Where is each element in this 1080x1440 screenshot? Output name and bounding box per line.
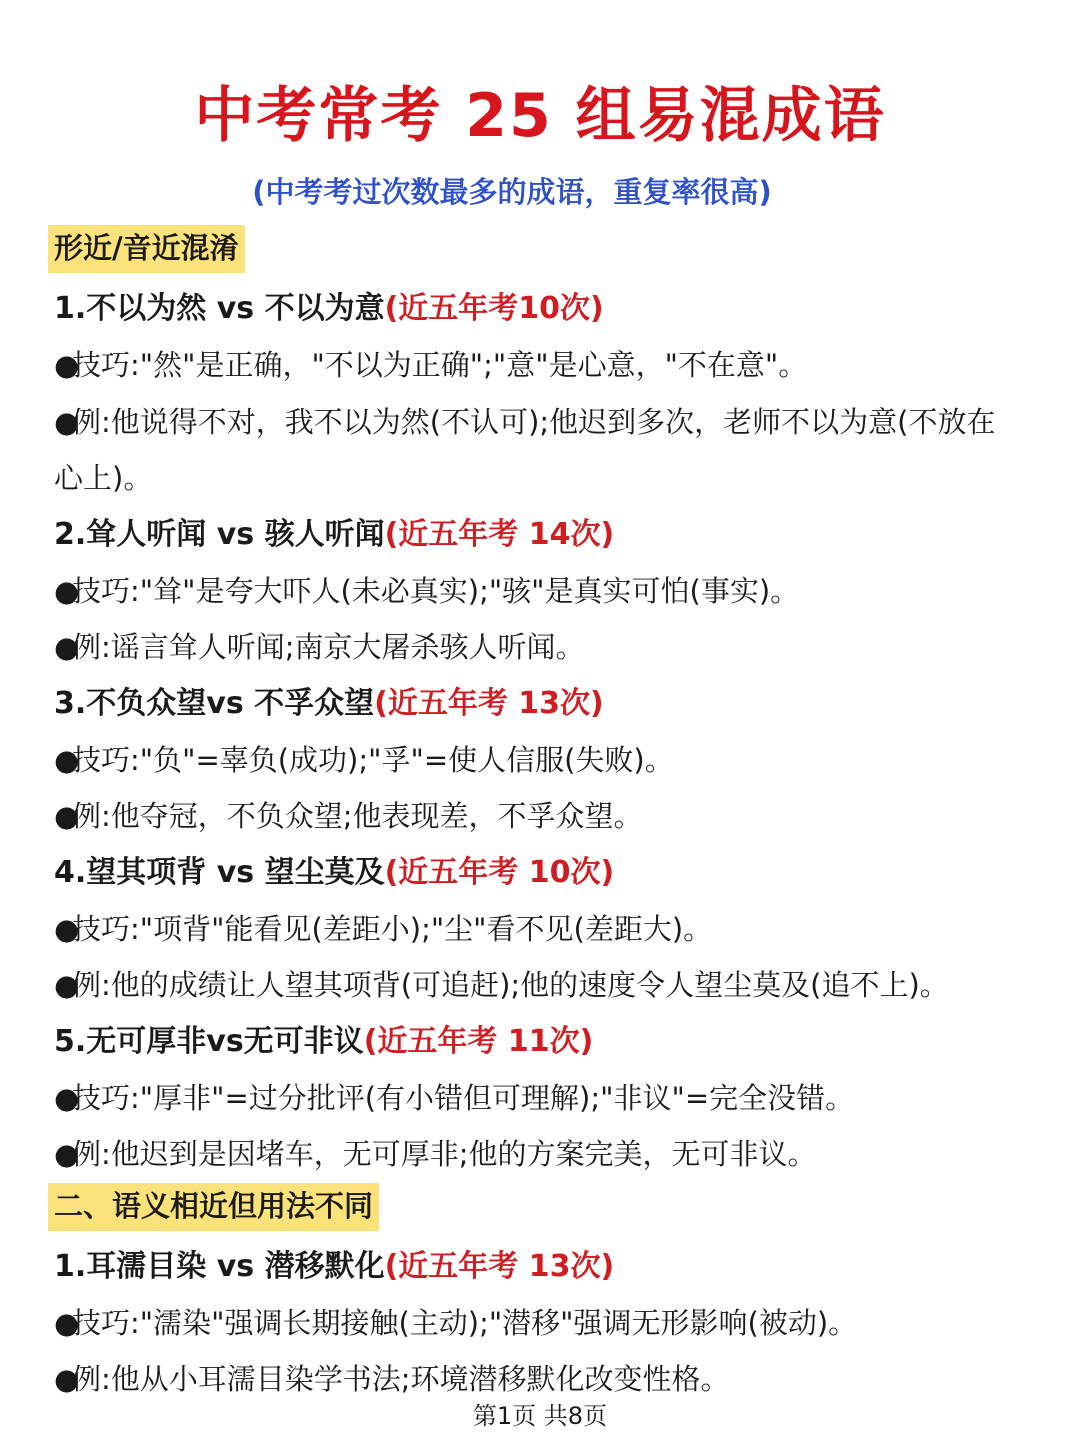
exam-count: (近五年考 13次)	[374, 685, 604, 721]
item-title-text: 3.不负众望vs 不孚众望	[54, 685, 375, 721]
item-title-text: 2.耸人听闻 vs 骇人听闻	[54, 516, 385, 552]
item-title	[54, 1239, 1024, 1295]
bullet-icon: ●	[54, 404, 80, 439]
bullet-icon: ●	[54, 630, 80, 664]
example-text: 例:他从小耳濡目染学书法;环境潜移默化改变性格。	[72, 1362, 730, 1396]
tip-line	[54, 1070, 1024, 1127]
item-title-text: 1.耳濡目染 vs 潜移默化	[54, 1248, 385, 1284]
content	[54, 225, 1024, 1408]
example-text: 例:他说得不对，我不以为然(不认可);他迟到多次，老师不以为意(不放在心上)。	[54, 404, 996, 495]
exam-count: (近五年考 13次)	[384, 1248, 615, 1284]
page-title: 中考常考 25 组易混成语	[194, 81, 886, 151]
tip-line	[54, 1295, 1024, 1352]
section-heading: 形近/音近混淆	[48, 225, 245, 273]
tip-text: 技巧:"负"=辜负(成功);"孚"=使人信服(失败)。	[72, 742, 674, 777]
exam-count: (近五年考 11次)	[363, 1023, 594, 1059]
item-title	[54, 676, 1024, 732]
section-heading-block	[54, 225, 1024, 281]
tip-line	[54, 732, 1024, 789]
example-text: 例:他的成绩让人望其项背(可追赶);他的速度令人望尘莫及(追不上)。	[72, 968, 949, 1002]
example-text: 例:他迟到是因堵车，无可厚非;他的方案完美，无可非议。	[72, 1137, 817, 1171]
example-text: 例:谣言耸人听闻;南京大屠杀骇人听闻。	[72, 630, 585, 664]
item-title	[54, 507, 1024, 563]
idiom-item	[54, 1014, 1024, 1183]
tip-text: 技巧:"然"是正确，"不以为正确";"意"是心意，"不在意"。	[72, 348, 808, 382]
page-number: 第1页 共8页	[472, 1402, 608, 1430]
bullet-icon: ●	[54, 968, 80, 1002]
bullet-icon: ●	[54, 911, 80, 946]
tip-text: 技巧:"项背"能看见(差距小);"尘"看不见(差距大)。	[72, 911, 713, 946]
exam-count: (近五年考10次)	[384, 291, 604, 326]
bullet-icon: ●	[54, 348, 80, 382]
bullet-icon: ●	[54, 1305, 80, 1340]
page-subtitle: (中考考过次数最多的成语，重复率很高)	[252, 175, 772, 209]
idiom-item	[54, 1239, 1024, 1408]
item-title	[54, 281, 1024, 337]
bullet-icon: ●	[54, 742, 80, 777]
tip-text: 技巧:"厚非"=过分批评(有小错但可理解);"非议"=完全没错。	[72, 1080, 855, 1115]
exam-count: (近五年考 10次)	[384, 854, 615, 890]
idiom-item	[54, 281, 1024, 507]
bullet-icon: ●	[54, 1362, 80, 1396]
bullet-icon: ●	[54, 573, 80, 608]
example-line	[54, 619, 1024, 676]
tip-line	[54, 337, 1024, 394]
item-title-text: 5.无可厚非vs无可非议	[54, 1023, 364, 1059]
section-heading: 二、语义相近但用法不同	[48, 1183, 379, 1231]
tip-line	[54, 563, 1024, 620]
exam-count: (近五年考 14次)	[384, 516, 615, 552]
example-line	[54, 1126, 1024, 1183]
bullet-icon: ●	[54, 1137, 80, 1171]
item-title-text: 1.不以为然 vs 不以为意	[54, 291, 385, 326]
tip-text: 技巧:"濡染"强调长期接触(主动);"潜移"强调无形影响(被动)。	[72, 1305, 858, 1340]
item-title	[54, 1014, 1024, 1070]
bullet-icon: ●	[54, 1080, 80, 1115]
example-text: 例:他夺冠，不负众望;他表现差，不孚众望。	[72, 799, 643, 833]
idiom-item	[54, 676, 1024, 845]
example-line	[54, 788, 1024, 845]
item-title	[54, 845, 1024, 901]
bullet-icon: ●	[54, 799, 80, 833]
tip-line	[54, 901, 1024, 958]
idiom-item	[54, 507, 1024, 676]
tip-text: 技巧:"耸"是夸大吓人(未必真实);"骇"是真实可怕(事实)。	[72, 573, 800, 608]
idiom-item	[54, 845, 1024, 1014]
item-title-text: 4.望其项背 vs 望尘莫及	[54, 854, 385, 890]
example-line	[54, 957, 1024, 1014]
section-heading-block	[54, 1183, 1024, 1239]
example-line	[54, 394, 1024, 507]
